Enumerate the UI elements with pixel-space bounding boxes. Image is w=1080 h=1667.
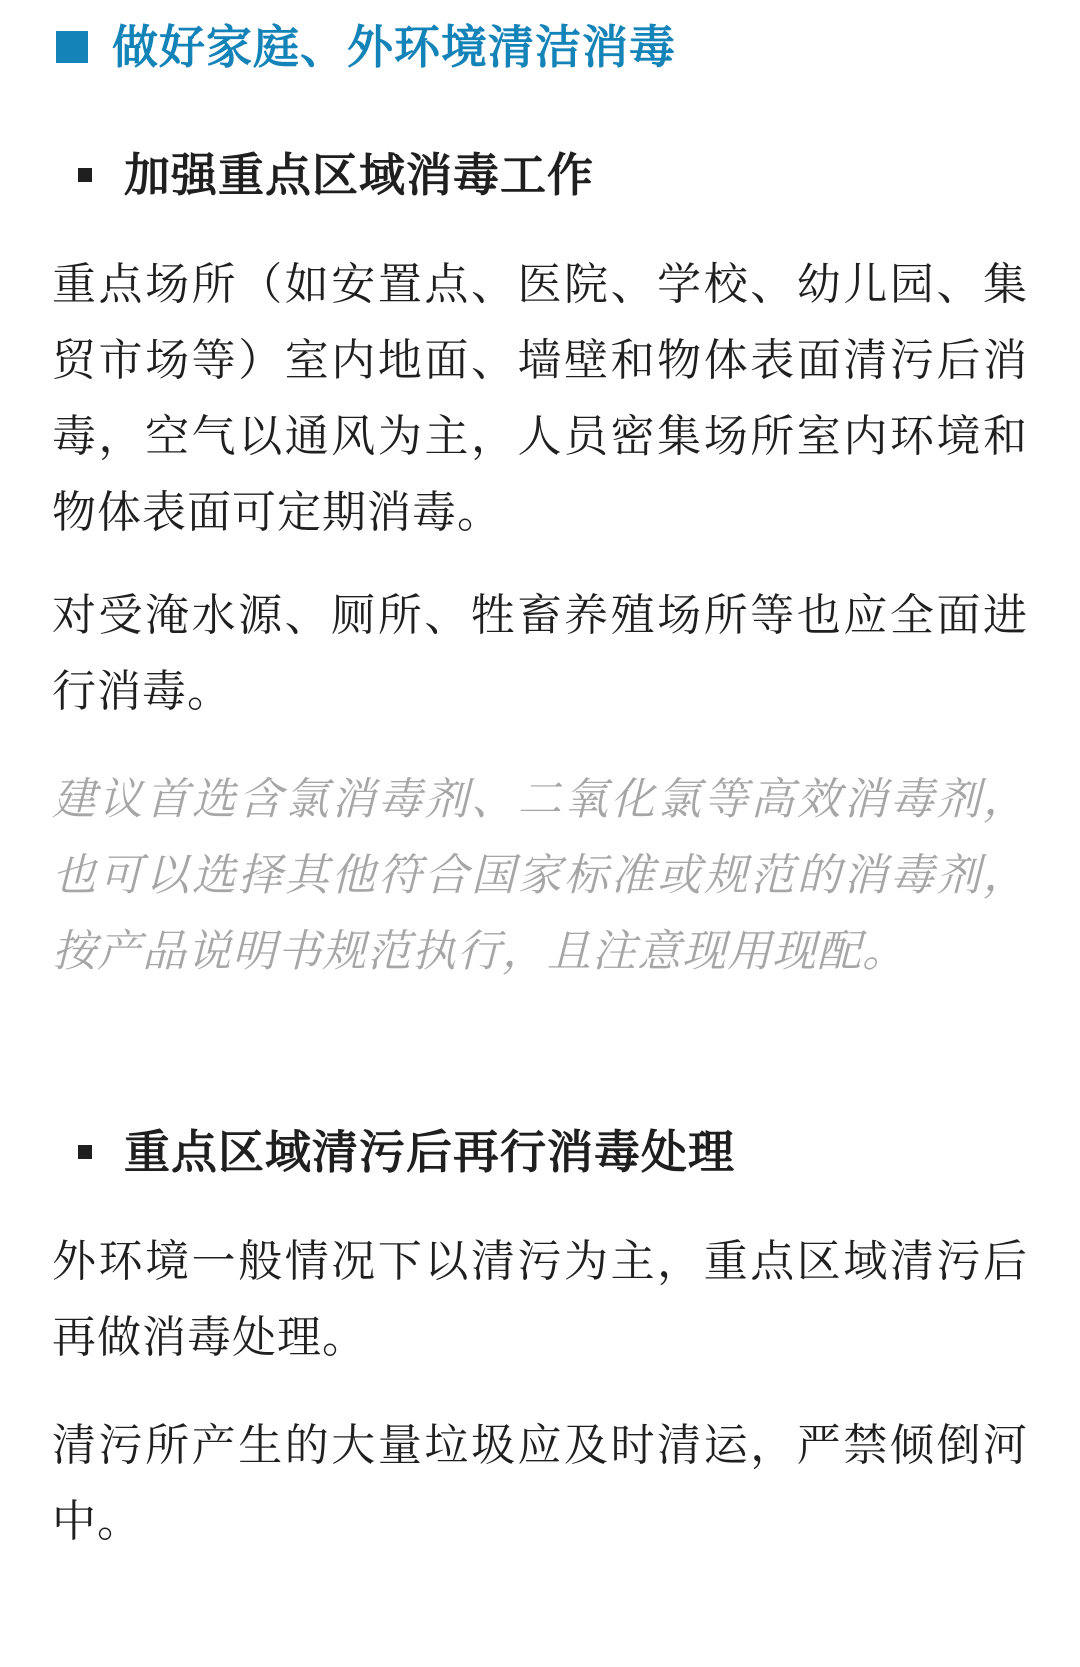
paragraph-key-places: 重点场所（如安置点、医院、学校、幼儿园、集贸市场等）室内地面、墙壁和物体表面清污后消毒，空气以通风为主，人员密集场所室内环境和物体表面可定期消毒。	[52, 259, 1028, 538]
subhead-text: 加强重点区域消毒工作	[124, 148, 594, 202]
subhead-clean-then-disinfect	[78, 1123, 735, 1181]
paragraph-garbage-removal: 清污所产生的大量垃圾应及时清运，严禁倾倒河中。	[52, 1420, 1028, 1547]
bullet-square-icon	[78, 168, 92, 182]
bullet-square-icon	[78, 1145, 92, 1159]
section-title: 做好家庭、外环境清洁消毒	[112, 20, 676, 74]
section-header	[56, 18, 676, 76]
subhead-key-area-disinfection	[78, 146, 594, 204]
disinfectant-note: 建议首选含氯消毒剂、二氧化氯等高效消毒剂，也可以选择其他符合国家标准或规范的消毒剂，按产品说明书规范执行，且注意现用现配。	[52, 774, 1028, 977]
paragraph-flooded-sources: 对受淹水源、厕所、牲畜养殖场所等也应全面进行消毒。	[52, 590, 1028, 717]
paragraph-outdoor-cleaning: 外环境一般情况下以清污为主，重点区域清污后再做消毒处理。	[52, 1236, 1028, 1363]
subhead-text: 重点区域清污后再行消毒处理	[124, 1125, 735, 1179]
section-marker-icon	[56, 31, 88, 63]
